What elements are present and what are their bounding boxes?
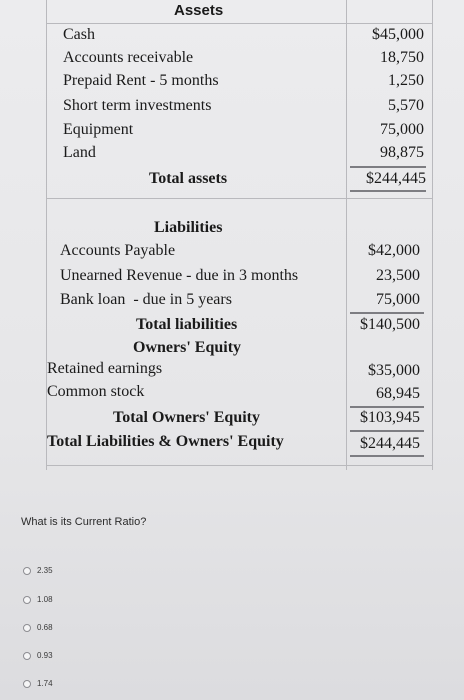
subtotal-rule [350, 430, 424, 432]
asset-label: Land [63, 144, 96, 161]
asset-label: Accounts receivable [63, 49, 194, 66]
subtotal-rule [350, 312, 424, 314]
asset-label: Cash [63, 26, 95, 43]
subtotal-rule [350, 166, 426, 168]
asset-label: Equipment [63, 121, 134, 138]
equity-label: Retained earnings [47, 360, 163, 377]
liability-value: 23,500 [376, 267, 420, 284]
radio-button[interactable] [23, 624, 31, 632]
equity-value: $35,000 [368, 362, 420, 379]
grid-line [46, 465, 432, 466]
answer-option[interactable] [23, 595, 53, 604]
answer-option-label: 1.08 [37, 595, 53, 604]
liability-label: Accounts Payable [60, 242, 176, 259]
answer-option[interactable] [23, 651, 53, 660]
asset-label: Short term investments [63, 97, 212, 114]
radio-button[interactable] [23, 567, 31, 575]
asset-value: 5,570 [388, 97, 424, 114]
equity-value: 68,945 [376, 385, 420, 402]
answer-option-label: 1.74 [37, 679, 53, 688]
asset-value: 98,875 [380, 144, 424, 161]
asset-value: $45,000 [372, 26, 424, 43]
radio-button[interactable] [23, 596, 31, 604]
answer-option-label: 2.35 [37, 566, 53, 575]
radio-button[interactable] [23, 680, 31, 688]
radio-button[interactable] [23, 652, 31, 660]
total-assets-value: $244,445 [366, 170, 426, 187]
answer-option[interactable] [23, 679, 53, 688]
total-rule [350, 455, 424, 457]
liability-value: $42,000 [368, 242, 420, 259]
total-liab-equity-value: $244,445 [360, 435, 420, 452]
asset-value: 1,250 [388, 72, 424, 89]
grid-line [46, 23, 432, 24]
assets-heading: Assets [174, 2, 224, 19]
asset-value: 18,750 [380, 49, 424, 66]
total-assets-label: Total assets [149, 170, 228, 187]
equity-label: Common stock [47, 383, 145, 400]
total-equity-value: $103,945 [360, 409, 420, 426]
liability-label: Bank loan - due in 5 years [60, 291, 232, 308]
total-liabilities-value: $140,500 [360, 316, 420, 333]
grid-line [46, 198, 432, 199]
total-equity-label: Total Owners' Equity [113, 409, 260, 426]
total-rule [350, 190, 426, 192]
liability-value: 75,000 [376, 291, 420, 308]
subtotal-rule [350, 406, 424, 408]
equity-heading: Owners' Equity [133, 339, 242, 356]
liability-label: Unearned Revenue - due in 3 months [60, 267, 299, 284]
asset-value: 75,000 [380, 121, 424, 138]
total-liab-equity-label: Total Liabilities & Owners' Equity [47, 433, 284, 450]
liabilities-heading: Liabilities [154, 219, 223, 236]
answer-option[interactable] [23, 566, 53, 575]
answer-option-label: 0.68 [37, 623, 53, 632]
asset-label: Prepaid Rent - 5 months [63, 72, 219, 89]
question-text: What is its Current Ratio? [21, 516, 147, 528]
answer-option-label: 0.93 [37, 651, 53, 660]
grid-line [432, 0, 433, 470]
answer-option[interactable] [23, 623, 53, 632]
total-liabilities-label: Total liabilities [136, 316, 238, 333]
